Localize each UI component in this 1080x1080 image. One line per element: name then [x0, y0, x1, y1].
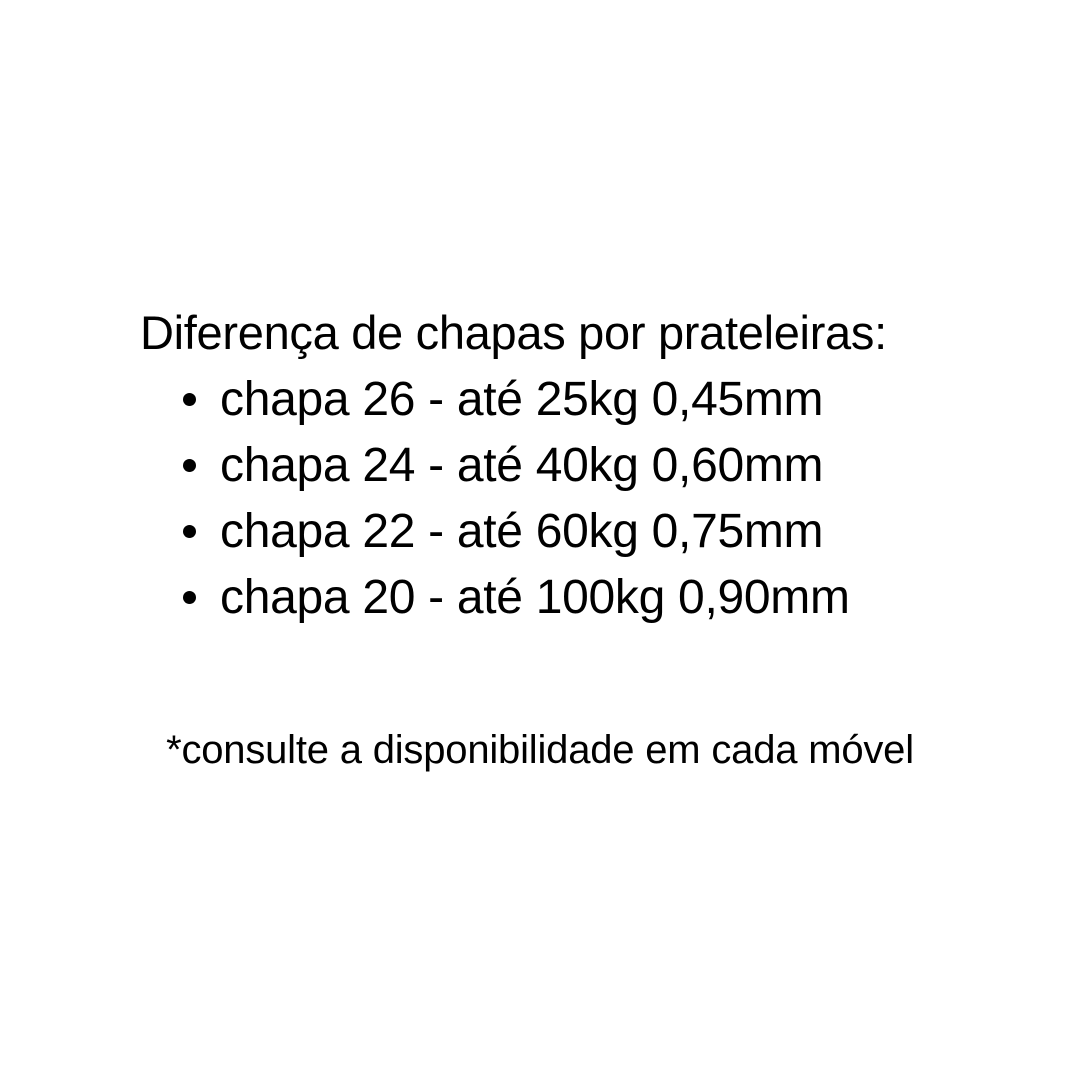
bullet-icon — [183, 591, 196, 604]
list-item — [183, 498, 1080, 564]
bullet-icon — [183, 459, 196, 472]
list-item — [183, 366, 1080, 432]
list-item-label: chapa 24 - até 40kg 0,60mm — [220, 438, 824, 492]
list-item — [183, 564, 1080, 630]
footnote: *consulte a disponibilidade em cada móvel — [166, 728, 914, 772]
bullet-icon — [183, 525, 196, 538]
list-item-label: chapa 22 - até 60kg 0,75mm — [220, 504, 824, 558]
list-item-label: chapa 26 - até 25kg 0,45mm — [220, 372, 824, 426]
list-item — [183, 432, 1080, 498]
list-item-label: chapa 20 - até 100kg 0,90mm — [220, 570, 850, 624]
chapa-spec-list — [183, 366, 1080, 630]
page-title: Diferença de chapas por prateleiras: — [140, 306, 887, 359]
bullet-icon — [183, 393, 196, 406]
